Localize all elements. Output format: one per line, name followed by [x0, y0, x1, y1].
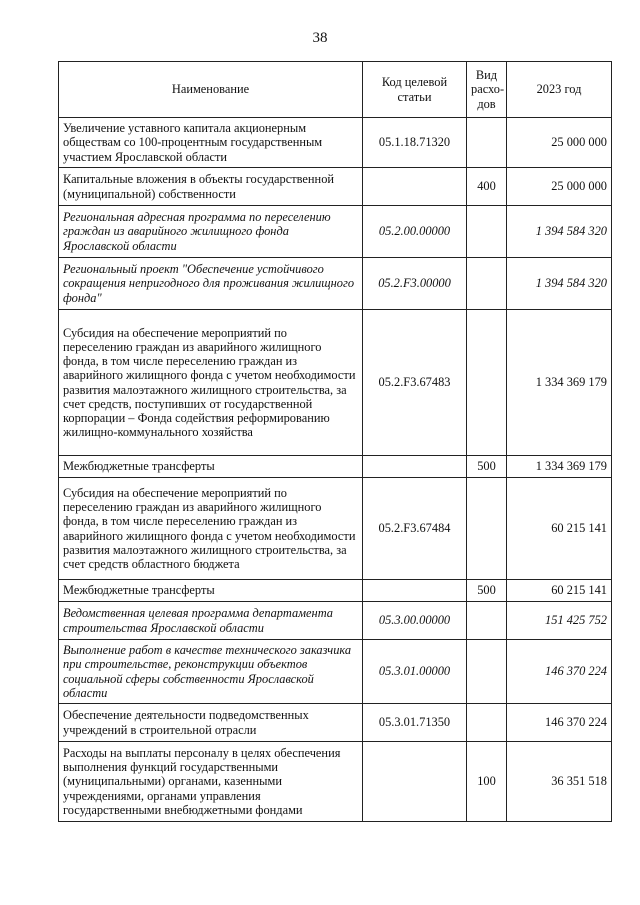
- row-name: Расходы на выплаты персоналу в целях обеспечения выполнения функций государственными (муниципальными) органами, казенными учреждениями, органами управления государственными внебюджетными фондами: [59, 742, 363, 822]
- row-name: Региональный проект "Обеспечение устойчивого сокращения непригодного для проживания жилищного фонда": [59, 258, 363, 310]
- row-sum: 36 351 518: [507, 742, 612, 822]
- table-row: [59, 310, 612, 456]
- row-type: 500: [467, 580, 507, 602]
- row-sum: 1 334 369 179: [507, 310, 612, 456]
- row-sum: 1 394 584 320: [507, 206, 612, 258]
- row-sum: 25 000 000: [507, 168, 612, 206]
- row-sum: 60 215 141: [507, 580, 612, 602]
- row-sum: 146 370 224: [507, 640, 612, 704]
- row-name: Региональная адресная программа по переселению граждан из аварийного жилищного фонда Ярославской области: [59, 206, 363, 258]
- row-type: [467, 602, 507, 640]
- row-name: Увеличение уставного капитала акционерным обществам со 100-процентным государственным участием Ярославской области: [59, 118, 363, 168]
- table-row: [59, 118, 612, 168]
- row-type: [467, 704, 507, 742]
- row-name: Обеспечение деятельности подведомственных учреждений в строительной отрасли: [59, 704, 363, 742]
- row-type: 500: [467, 456, 507, 478]
- row-code: [363, 168, 467, 206]
- row-sum: 146 370 224: [507, 704, 612, 742]
- table-row: [59, 704, 612, 742]
- table-row: [59, 206, 612, 258]
- table-row: [59, 456, 612, 478]
- row-sum: 151 425 752: [507, 602, 612, 640]
- header-year: 2023 год: [507, 62, 612, 118]
- table-header-row: [59, 62, 612, 118]
- row-code: [363, 580, 467, 602]
- row-sum: 1 334 369 179: [507, 456, 612, 478]
- row-code: [363, 456, 467, 478]
- row-type: [467, 640, 507, 704]
- row-code: 05.2.F3.67484: [363, 478, 467, 580]
- row-type: [467, 258, 507, 310]
- header-name: Наименование: [59, 62, 363, 118]
- table-body: [59, 118, 612, 822]
- row-code: 05.2.F3.67483: [363, 310, 467, 456]
- row-name: Субсидия на обеспечение мероприятий по переселению граждан из аварийного жилищного фонда, в том числе переселению граждан из аварийного жилищного фонда с учетом необходимости развития малоэтажного жилищного строительства, за счет средств областного бюджета: [59, 478, 363, 580]
- table-row: [59, 258, 612, 310]
- row-sum: 60 215 141: [507, 478, 612, 580]
- row-type: [467, 310, 507, 456]
- row-code: 05.2.00.00000: [363, 206, 467, 258]
- row-name: Субсидия на обеспечение мероприятий по переселению граждан из аварийного жилищного фонда, в том числе переселению граждан из аварийного жилищного фонда с учетом необходимости развития малоэтажного жилищного строительства, за счет средств, поступивших от государственной корпорации – Фонда содействия реформированию жилищно-коммунального хозяйства: [59, 310, 363, 456]
- row-type: [467, 118, 507, 168]
- row-code: 05.3.00.00000: [363, 602, 467, 640]
- table-row: [59, 602, 612, 640]
- table-row: [59, 168, 612, 206]
- row-code: 05.3.01.71350: [363, 704, 467, 742]
- row-sum: 25 000 000: [507, 118, 612, 168]
- row-type: 400: [467, 168, 507, 206]
- row-name: Межбюджетные трансферты: [59, 456, 363, 478]
- row-type: 100: [467, 742, 507, 822]
- table-row: [59, 580, 612, 602]
- table-row: [59, 478, 612, 580]
- table-row: [59, 640, 612, 704]
- row-type: [467, 206, 507, 258]
- header-type: Вид расхо-дов: [467, 62, 507, 118]
- table-row: [59, 742, 612, 822]
- row-sum: 1 394 584 320: [507, 258, 612, 310]
- row-name: Выполнение работ в качестве технического заказчика при строительстве, реконструкции объектов социальной сферы собственности Ярославской области: [59, 640, 363, 704]
- row-type: [467, 478, 507, 580]
- row-code: 05.1.18.71320: [363, 118, 467, 168]
- row-code: [363, 742, 467, 822]
- row-code: 05.2.F3.00000: [363, 258, 467, 310]
- row-name: Ведомственная целевая программа департамента строительства Ярославской области: [59, 602, 363, 640]
- header-code: Код целевой статьи: [363, 62, 467, 118]
- row-name: Капитальные вложения в объекты государственной (муниципальной) собственности: [59, 168, 363, 206]
- budget-table: [58, 61, 612, 822]
- row-code: 05.3.01.00000: [363, 640, 467, 704]
- page-number: 38: [312, 30, 328, 46]
- row-name: Межбюджетные трансферты: [59, 580, 363, 602]
